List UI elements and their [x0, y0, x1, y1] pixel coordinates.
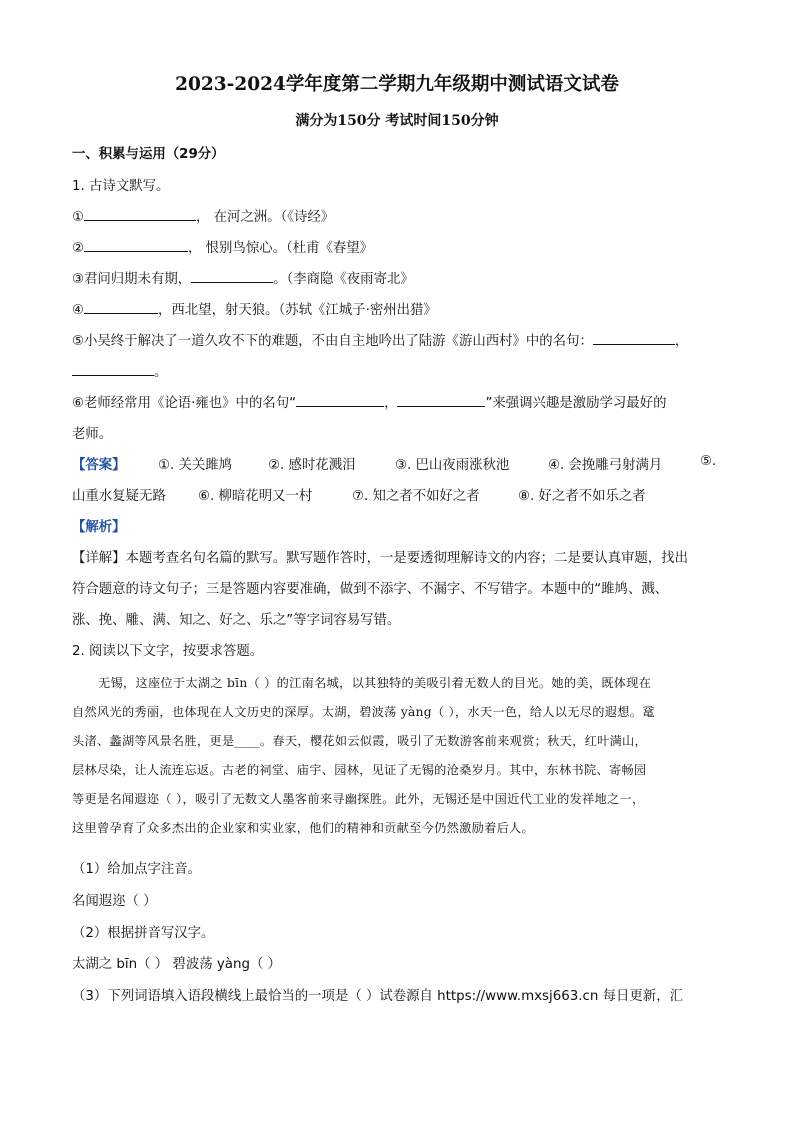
answer-item: ⑤.	[700, 454, 717, 469]
passage-line: 这里曾孕育了众多杰出的企业家和实业家，他们的精神和贡献至今仍然激励着后人。	[72, 821, 535, 835]
q1-item-6: ⑥老师经常用《论语·雍也》中的名句“ ， ”来强调兴趣是激励学习最好的	[72, 392, 666, 411]
answer-blank	[84, 206, 196, 221]
item-text: ，西北望，射天狼。（苏轼《江城子·密州出猎》	[158, 303, 437, 318]
passage-line: 无锡，这座位于太湖之 bīn（ ）的江南名城，以其独特的美吸引着无数人的目光。她的美，既体现在	[98, 676, 652, 690]
q1-item-5: ⑤小吴终于解决了一道久攻不下的难题，不由自主地吟出了陆游《游山西村》中的名句： ，	[72, 330, 688, 349]
answer-item: ④. 会挽雕弓射满月	[548, 458, 663, 473]
answer-item: ③. 巴山夜雨涨秋池	[395, 458, 510, 473]
item-marker: ②	[72, 241, 85, 256]
sub-question-2-item: 太湖之 bīn（ ） 碧波荡 yàng（ ）	[72, 957, 282, 972]
answer-blank	[84, 299, 158, 314]
item-marker: ④	[72, 303, 85, 318]
exam-info: 满分为150分 考试时间150分钟	[295, 113, 499, 129]
item-text: ”来强调兴趣是激励学习最好的	[485, 396, 667, 411]
analysis-line: 【详解】本题考查名句名篇的默写。默写题作答时，一是要透彻理解诗文的内容；二是要认真审题，找出	[72, 551, 688, 566]
answer-tag: 【答案】	[72, 458, 126, 473]
item-text: ⑤小吴终于解决了一道久攻不下的难题，不由自主地吟出了陆游《游山西村》中的名句：	[72, 334, 593, 349]
answer-blank	[191, 268, 273, 283]
analysis-line: 涨、挽、雕、满、知之、好之、乐之”等字词容易写错。	[72, 613, 401, 628]
answer-blank	[296, 392, 384, 407]
section-heading: 一、积累与运用（29分）	[72, 147, 225, 162]
passage-line: 头渚、蠡湖等风景名胜，更是____。春天，樱花如云似霞，吸引了无数游客前来观赏；秋天，红叶满山，	[72, 734, 648, 748]
item-text: ③君问归期未有期，	[72, 272, 192, 287]
item-marker: ①	[72, 210, 85, 225]
answer-item: ②. 感时花溅泪	[268, 458, 356, 473]
answer-blank	[84, 237, 188, 252]
question-2-prompt: 2. 阅读以下文字，按要求答题。	[72, 644, 264, 659]
q1-item-3	[72, 268, 414, 287]
passage-line: 自然风光的秀丽，也体现在人文历史的深厚。太湖，碧波荡 yàng（ ），水天一色，给人以无尽的遐想。鼋	[72, 705, 655, 719]
answer-blank	[397, 392, 485, 407]
item-text: 。（李商隐《夜雨寄北》	[273, 272, 414, 287]
sub-question-2: （2）根据拼音写汉字。	[72, 926, 215, 941]
sub-question-1: （1）给加点字注音。	[72, 862, 202, 877]
item-text: ⑥老师经常用《论语·雍也》中的名句“	[72, 396, 297, 411]
answer-blank	[593, 330, 675, 345]
item-text: ， 在河之洲。（《诗经》	[196, 210, 335, 225]
question-1-prompt: 1. 古诗文默写。	[72, 179, 170, 194]
page-title: 2023-2024学年度第二学期九年级期中测试语文试卷	[175, 74, 619, 95]
answer-item: ⑥. 柳暗花明又一村	[198, 489, 313, 504]
answer-item: ⑧. 好之者不如乐之者	[518, 489, 646, 504]
passage-line: 层林尽染，让人流连忘返。古老的祠堂、庙宇、园林，见证了无锡的沧桑岁月。其中，东林书院、寄畅园	[72, 763, 647, 777]
analysis-tag: 【解析】	[72, 520, 126, 535]
analysis-line: 符合题意的诗文句子；三是答题内容要准确，做到不添字、不漏字、不写错字。本题中的“雎鸠、溅、	[72, 582, 669, 597]
item-text: ， 恨别鸟惊心。（杜甫《春望》	[188, 241, 374, 256]
answer-item: 山重水复疑无路	[72, 489, 166, 504]
sub-question-1-item: 名闻遐迩（ ）	[72, 894, 157, 909]
q1-item-1	[72, 206, 334, 225]
q1-item-4	[72, 299, 437, 318]
answer-blank	[72, 361, 154, 376]
q1-item-6-cont: 老师。	[72, 427, 113, 442]
q1-item-2	[72, 237, 373, 256]
answer-item: ⑦. 知之者不如好之者	[352, 489, 480, 504]
passage-line: 等更是名闻遐迩（ ），吸引了无数文人墨客前来寻幽探胜。此外，无锡还是中国近代工业的发祥地之一，	[72, 792, 645, 806]
q1-item-5-cont	[72, 361, 167, 380]
item-text: 。	[154, 365, 168, 380]
answer-item: ①. 关关雎鸠	[158, 458, 233, 473]
sub-question-3: （3）下列词语填入语段横线上最恰当的一项是（ ）试卷源自 https://www.mxsj663.cn 每日更新，汇	[72, 989, 683, 1004]
